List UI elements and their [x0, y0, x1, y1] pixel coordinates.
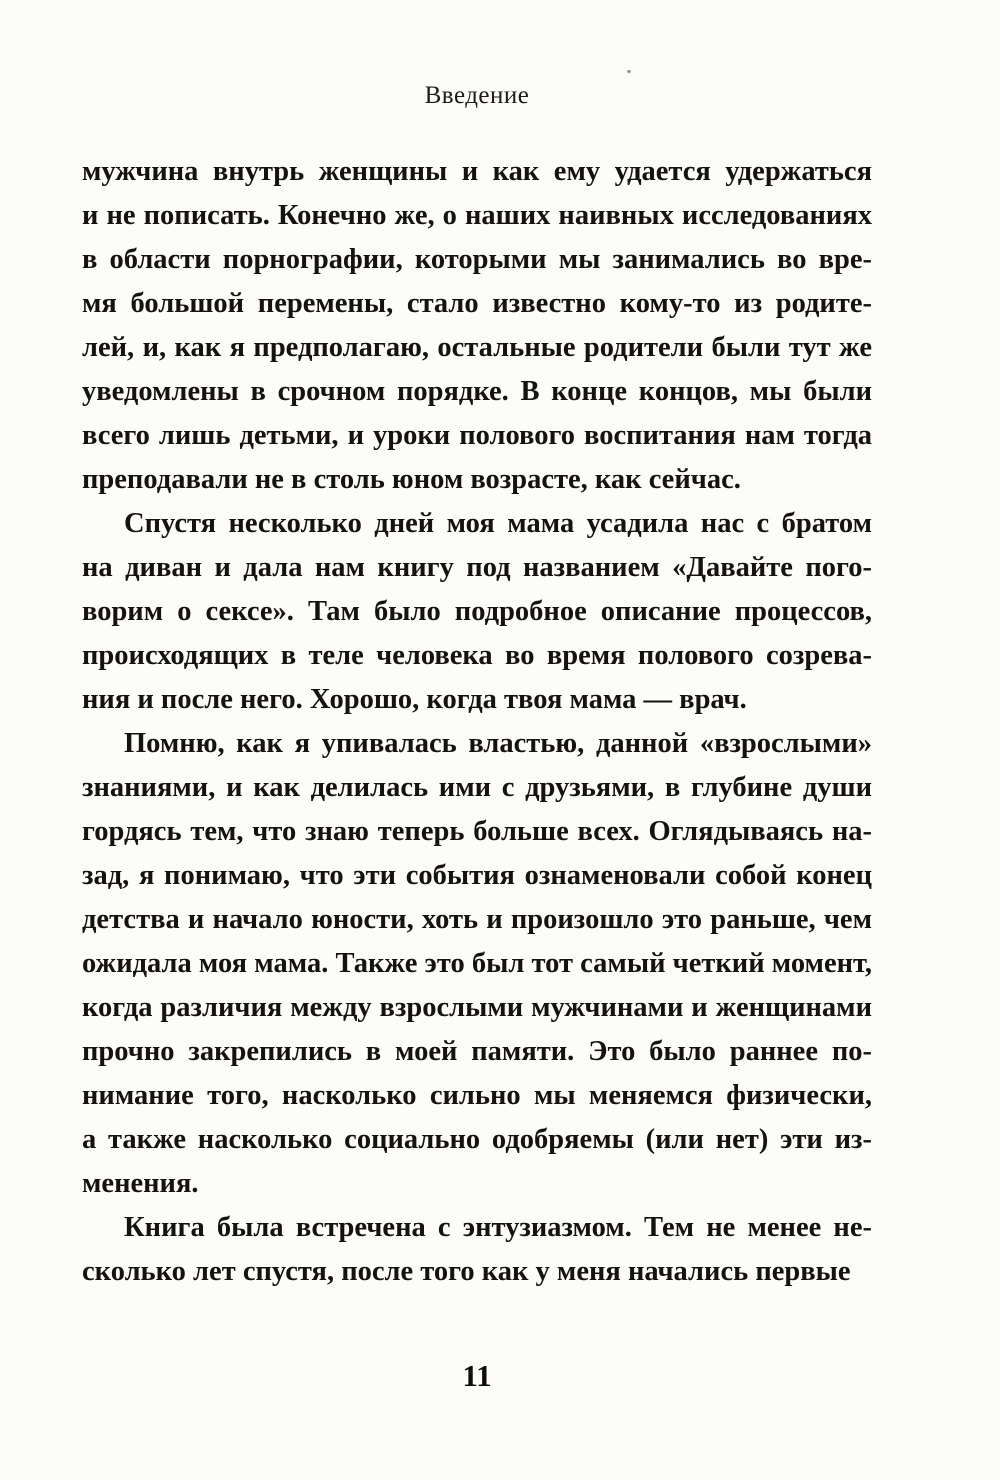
running-header: Введение: [424, 82, 530, 109]
text-body: [82, 150, 872, 1294]
text-line: всего лишь детьми, и уроки полового воспитания нам тогда: [82, 420, 872, 451]
text-line: прочно закрепились в моей памяти. Это было раннее по-: [82, 1036, 872, 1067]
text-line: гордясь тем, что знаю теперь больше всех. Оглядываясь на-: [82, 816, 872, 847]
text-line: в области порнографии, которыми мы занимались во вре-: [82, 244, 872, 275]
text-line: менения.: [82, 1168, 199, 1199]
text-line: на диван и дала нам книгу под названием «Давайте пого-: [82, 552, 872, 583]
text-line: когда различия между взрослыми мужчинами и женщинами: [82, 992, 872, 1023]
paragraph: [82, 502, 872, 722]
text-line: сколько лет спустя, после того как у меня начались первые: [82, 1256, 851, 1287]
text-line: нимание того, насколько сильно мы меняемся физически,: [82, 1080, 872, 1111]
text-line: знаниями, и как делилась ими с друзьями, в глубине души: [82, 772, 872, 803]
text-line: Спустя несколько дней моя мама усадила нас с братом: [124, 508, 872, 539]
text-line: ожидала моя мама. Также это был тот самый четкий момент,: [82, 948, 872, 979]
text-line: ворим о сексе». Там было подробное описание процессов,: [82, 596, 872, 627]
paragraph: [82, 722, 872, 1206]
text-line: зад, я понимаю, что эти события ознаменовали собой конец: [82, 860, 872, 891]
text-line: Помню, как я упивалась властью, данной «взрослыми»: [124, 728, 872, 759]
paragraph: [82, 1206, 872, 1294]
text-line: и не пописать. Конечно же, о наших наивных исследованиях: [82, 200, 872, 231]
text-line: мя большой перемены, стало известно кому-то из родите-: [82, 288, 872, 319]
text-line: мужчина внутрь женщины и как ему удается удержаться: [82, 156, 872, 187]
text-line: а также насколько социально одобряемы (или нет) эти из-: [82, 1124, 872, 1155]
text-line: лей, и, как я предполагаю, остальные родители были тут же: [82, 332, 872, 363]
text-line: детства и начало юности, хоть и произошло это раньше, чем: [82, 904, 872, 935]
text-line: Книга была встречена с энтузиазмом. Тем не менее не-: [124, 1212, 872, 1243]
text-line: преподавали не в столь юном возрасте, как сейчас.: [82, 464, 741, 495]
text-line: происходящих в теле человека во время полового созрева-: [82, 640, 872, 671]
text-line: уведомлены в срочном порядке. В конце концов, мы были: [82, 376, 872, 407]
scan-speck: [627, 70, 631, 73]
paragraph: [82, 150, 872, 502]
page-number: 11: [462, 1358, 492, 1393]
text-line: ния и после него. Хорошо, когда твоя мама — врач.: [82, 684, 747, 715]
